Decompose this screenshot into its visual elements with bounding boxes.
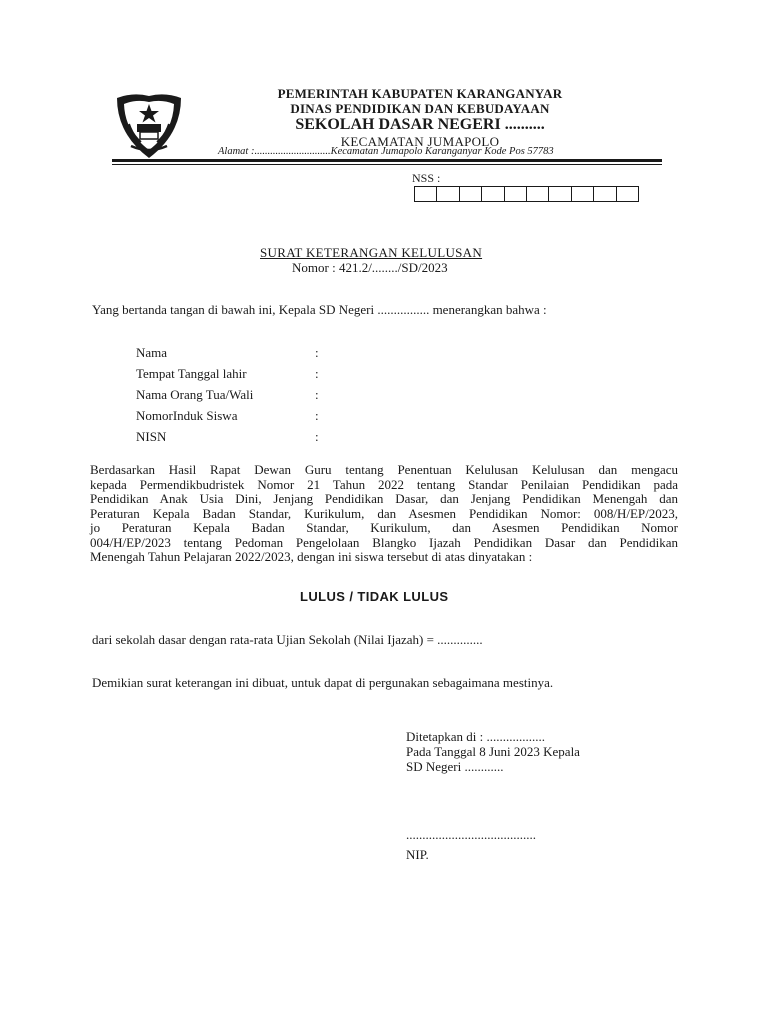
header-rule-thick [112, 159, 662, 162]
body-line: Berdasarkan Hasil Rapat Dewan Guru tentang Penentuan Kelulusan Kelulusan dan mengacu [90, 462, 678, 477]
nss-boxes[interactable] [414, 186, 639, 202]
field-colon: : [315, 387, 319, 402]
field-colon: : [315, 366, 319, 381]
body-paragraph [90, 463, 678, 565]
nss-digit-box[interactable] [527, 187, 549, 201]
signature-school: SD Negeri ............ [406, 759, 504, 774]
header-rule-thin [112, 164, 662, 165]
field-label-student-number: NomorInduk Siswa [136, 408, 238, 423]
letter-number: Nomor : 421.2/......../SD/2023 [292, 260, 448, 275]
intro-paragraph: Yang bertanda tangan di bawah ini, Kepala SD Negeri ................ menerangkan bahwa : [92, 302, 547, 317]
body-line: Menengah Tahun Pelajaran 2022/2023, dengan ini siswa tersebut di atas dinyatakan : [90, 549, 533, 564]
signature-name-line: ........................................ [406, 827, 536, 842]
header-department: DINAS PENDIDIKAN DAN KEBUDAYAAN [290, 101, 550, 116]
body-line: kepada Permendikbudristek Nomor 21 Tahun 2022 tentang Standar Penilaian Pendidikan pada [90, 476, 678, 492]
body-line: Peraturan Kepala Badan Standar, Kurikulum, dan Asesmen Pendidikan Nomor: 008/H/EP/2023, [90, 505, 678, 521]
average-score-line: dari sekolah dasar dengan rata-rata Ujian Sekolah (Nilai Ijazah) = .............. [92, 632, 483, 647]
letter-title: SURAT KETERANGAN KELULUSAN [260, 245, 483, 260]
graduation-result: LULUS / TIDAK LULUS [300, 589, 449, 604]
nss-digit-box[interactable] [617, 187, 638, 201]
field-label-birth: Tempat Tanggal lahir [136, 366, 247, 381]
nss-digit-box[interactable] [460, 187, 482, 201]
field-label-nisn: NISN [136, 429, 167, 444]
header-school: SEKOLAH DASAR NEGERI .......... [295, 116, 545, 133]
body-line: jo Peraturan Kepala Badan Standar, Kurikulum, dan Asesmen Pendidikan Nomor [90, 520, 678, 535]
header-address: Alamat :.............................Kecamatan Jumapolo Karanganyar Kode Pos 57783 [218, 146, 554, 157]
signature-nip: NIP. [406, 847, 429, 862]
field-label-name: Nama [136, 345, 168, 360]
header-government: PEMERINTAH KABUPATEN KARANGANYAR [277, 86, 563, 101]
signature-date: Pada Tanggal 8 Juni 2023 Kepala [406, 744, 580, 759]
closing-statement: Demikian surat keterangan ini dibuat, untuk dapat di pergunakan sebagaimana mestinya. [92, 675, 554, 690]
nss-digit-box[interactable] [549, 187, 571, 201]
regency-crest-icon [109, 84, 189, 164]
nss-digit-box[interactable] [437, 187, 459, 201]
nss-digit-box[interactable] [415, 187, 437, 201]
nss-digit-box[interactable] [505, 187, 527, 201]
nss-digit-box[interactable] [572, 187, 594, 201]
nss-label: NSS : [412, 171, 441, 185]
nss-digit-box[interactable] [594, 187, 616, 201]
field-label-parent: Nama Orang Tua/Wali [136, 387, 254, 402]
header-district: KECAMATAN JUMAPOLO [340, 134, 500, 149]
body-line: Pendidikan Anak Usia Dini, Jenjang Pendidikan Dasar, dan Jenjang Pendidikan Menengah dan [90, 491, 678, 506]
nss-digit-box[interactable] [482, 187, 504, 201]
field-colon: : [315, 408, 319, 423]
field-colon: : [315, 429, 319, 444]
signature-place: Ditetapkan di : .................. [406, 729, 546, 744]
body-line: 004/H/EP/2023 tentang Pedoman Pengelolaan Blangko Ijazah Pendidikan Dasar dan Pendidikan [90, 534, 678, 550]
field-colon: : [315, 345, 319, 360]
